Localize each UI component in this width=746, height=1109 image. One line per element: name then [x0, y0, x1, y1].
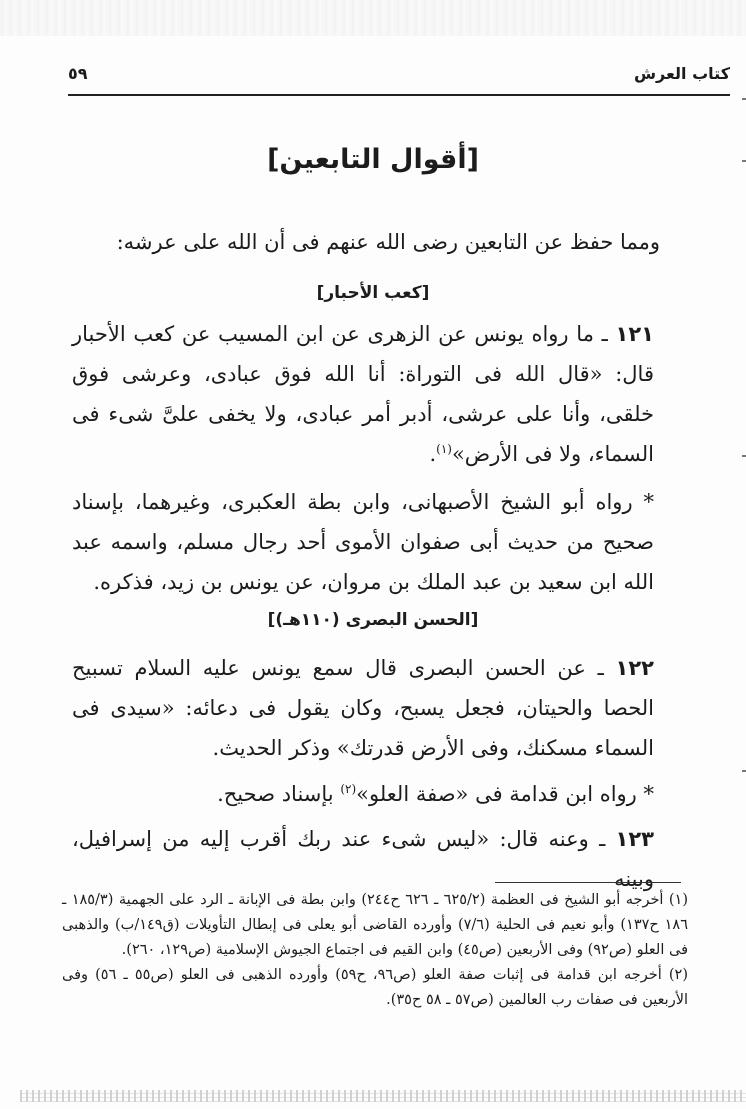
scan-edge-bottom — [20, 1090, 746, 1102]
note-122 — [72, 774, 654, 814]
margin-mark — [742, 455, 746, 457]
entry-121 — [72, 314, 654, 474]
margin-mark — [742, 98, 746, 100]
entry-123 — [72, 819, 654, 899]
entry-number: ١٢٢ — [615, 656, 654, 680]
page-header — [68, 64, 730, 96]
entry-end: . — [429, 442, 437, 466]
page-number: ٥٩ — [68, 64, 88, 83]
note-text: * رواه ابن قدامة فى «صفة العلو» — [356, 782, 654, 806]
chapter-heading: [أقوال التابعين] — [267, 144, 479, 175]
entry-text: ـ عن الحسن البصرى قال سمع يونس عليه السلام تسبيح الحصا والحيتان، فجعل يسبح، وكان يقول فى دعائه: «سيدى فى السماء مسكنك، وفى الأرض قدرتك» وذكر الحديث. — [72, 656, 654, 760]
note-121: * رواه أبو الشيخ الأصبهانى، وابن بطة العكبرى، وغيرهما، بإسناد صحيح من حديث أبى صفوان الأموى أحد رجال مسلم، واسمه عبد الله ابن سعيد بن عبد الملك بن مروان، عن يونس بن زيد، فذكره. — [72, 490, 654, 594]
entry-number: ١٢١ — [615, 322, 654, 346]
entry-number: ١٢٣ — [615, 827, 654, 851]
footnote-1: (١) أخرجه أبو الشيخ فى العظمة (٦٢٥/٢ ـ ٦٢٦ ح٢٤٤) وابن بطة فى الإبانة ـ الرد على الجهمية (١٨٥/٣ ـ ١٨٦ ح١٣٧) وأبو نعيم فى الحلية (٧/٦) وأورده القاضى أبو يعلى فى إبطال التأويلات (ق١٤٩/ب) والذهبى فى العلو (ص٩٢) وفى الأربعين (ص٤٥) وابن القيم فى اجتماع الجيوش الإسلامية (ص١٢٩، ٢٦٠). — [62, 892, 688, 958]
intro-paragraph: ومما حفظ عن التابعين رضى الله عنهم فى أن الله على عرشه: — [116, 230, 660, 254]
footnote-ref: (١) — [436, 442, 452, 456]
footnote-separator — [495, 882, 681, 883]
section-heading-hasan: [الحسن البصرى (١١٠هـ)] — [267, 610, 479, 630]
scan-edge-top — [0, 0, 746, 36]
footnote-2: (٢) أخرجه ابن قدامة فى إثبات صفة العلو (ص٩٦، ح٥٩) وأورده الذهبى فى العلو (ص٥٥ ـ ٥٦) وفى الأربعين فى صفات رب العالمين (ص٥٧ ـ ٥٨ ح٣٥). — [62, 967, 689, 1008]
section-heading-kaab: [كعب الأحبار] — [316, 283, 430, 303]
entry-122 — [72, 648, 654, 768]
footnotes — [62, 888, 688, 1013]
note-end: بإسناد صحيح. — [217, 782, 341, 806]
entry-text: ـ ما رواه يونس عن الزهرى عن ابن المسيب عن كعب الأحبار قال: «قال الله فى التوراة: أنا الله فوق عبادى، وعرشى فوق خلقى، وأنا على عرشى، أدبر أمر عبادى، ولا يخفى علىَّ شىء فى السماء، ولا فى الأرض» — [72, 322, 654, 466]
entry-text: ـ وعنه قال: «ليس شىء عند ربك أقرب إليه من إسرافيل، وبينه — [72, 827, 654, 891]
footnote-ref: (٢) — [340, 782, 357, 796]
margin-mark — [742, 160, 746, 162]
book-title: كتاب العرش — [633, 64, 730, 83]
margin-mark — [742, 770, 746, 772]
